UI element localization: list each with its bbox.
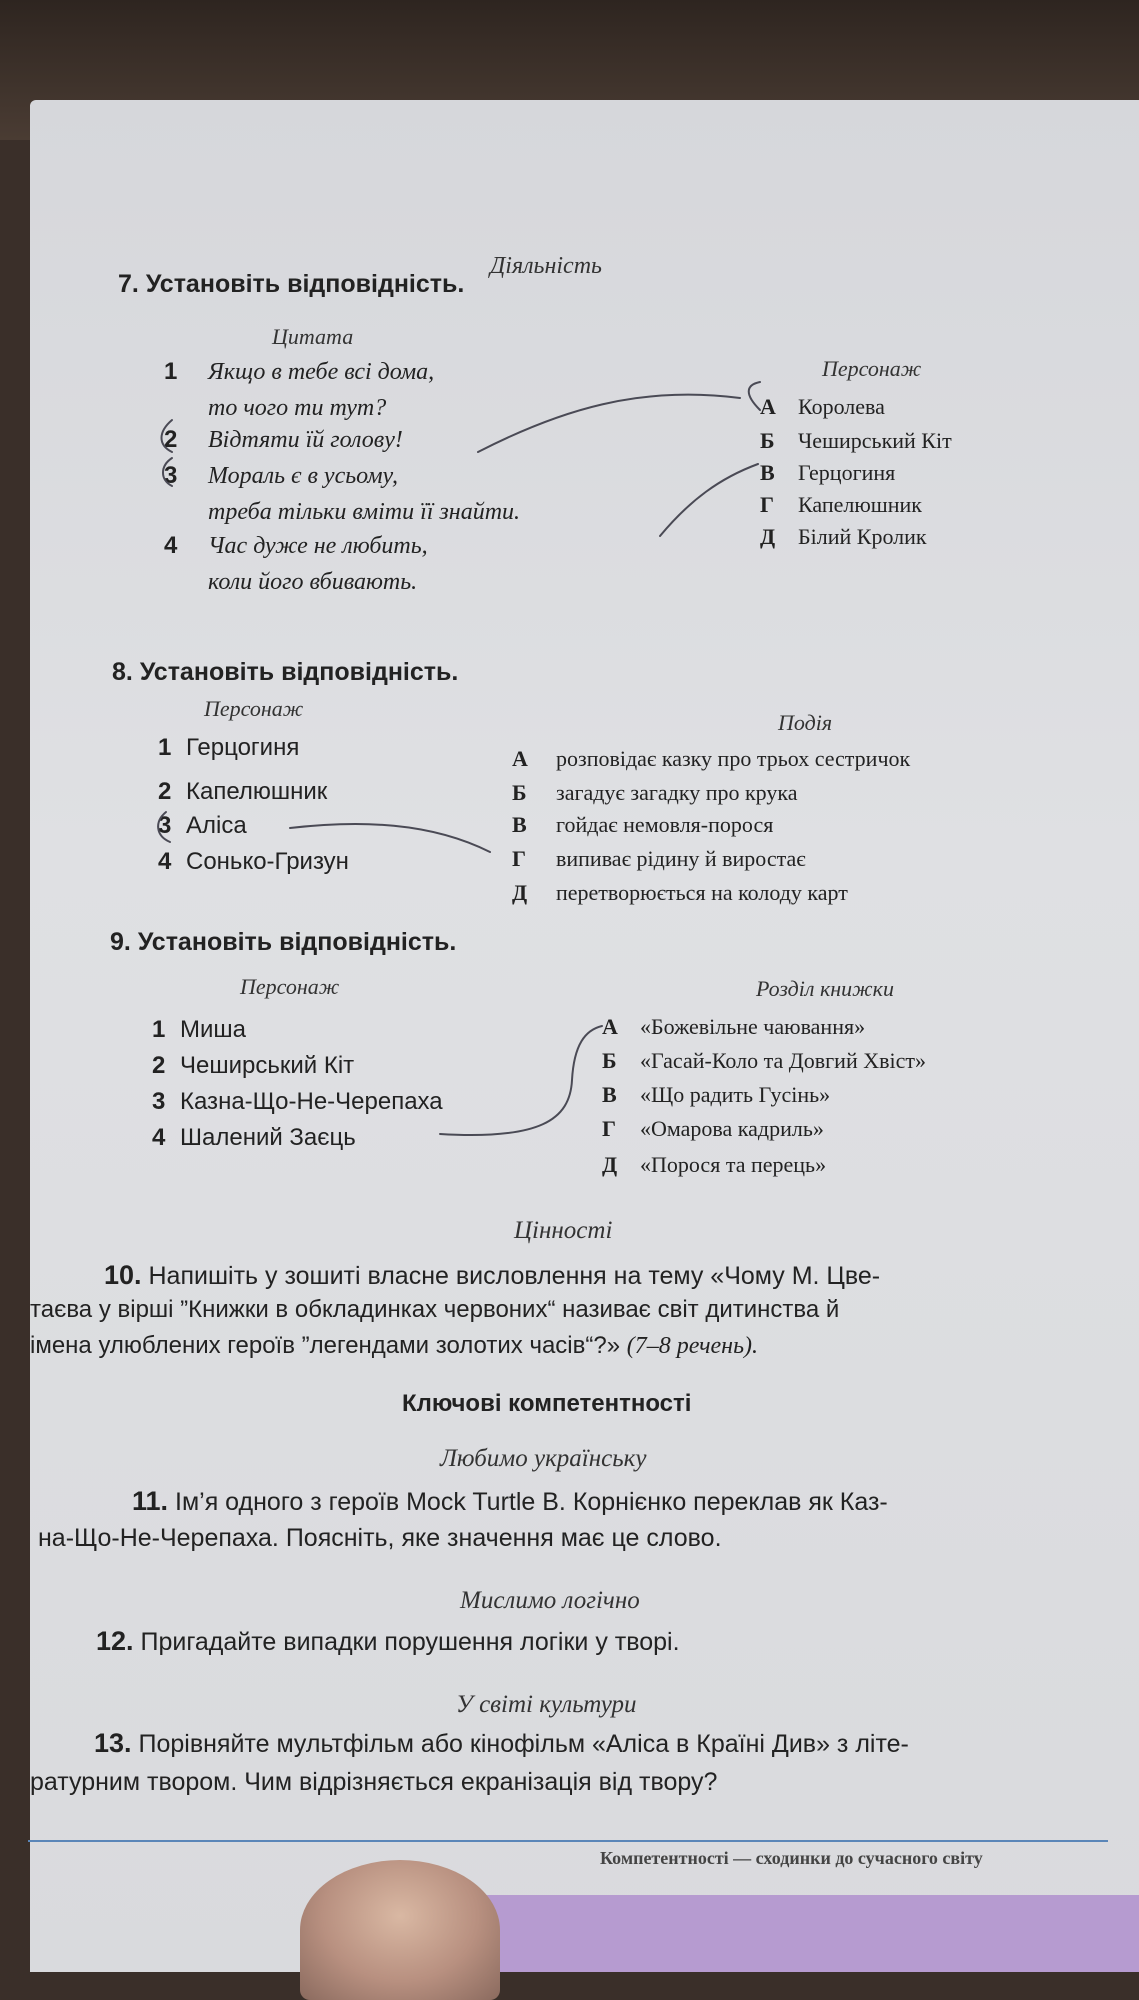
quote-2: 2 Відтяти їй голову! <box>164 426 403 453</box>
task8-right-g: Г випиває рідину й виростає <box>512 846 806 871</box>
task-11-line1: 11. Ім’я одного з героїв Mock Turtle В. Корнієнко переклав як Каз- <box>132 1486 888 1516</box>
quote-3: 3 Мораль є в усьому, <box>164 462 399 489</box>
task-13-line1: 13. Порівняйте мультфільм або кінофільм «Аліса в Країні Див» з літе- <box>94 1728 909 1758</box>
pen-line-7-3-to-v <box>660 464 758 536</box>
task8-left-header: Персонаж <box>204 696 304 721</box>
pen-circle-8-3 <box>158 812 170 842</box>
pen-circle-7-a <box>749 382 760 410</box>
task8-left-2: 2 Капелюшник <box>158 778 328 805</box>
task8-right-a: А розповідає казку про трьох сестричок <box>512 746 911 771</box>
task7-answer-g: Г Капелюшник <box>760 492 922 517</box>
section-heading-activity: Діяльність <box>490 253 602 279</box>
thumb <box>300 1860 500 2000</box>
task9-right-header: Розділ книжки <box>756 976 894 1001</box>
task8-right-v: В гойдає немовля-порося <box>512 812 774 837</box>
task7-answer-a: А Королева <box>760 394 885 419</box>
pen-circle-7-3 <box>163 458 172 486</box>
task-text: Установіть відповідність. <box>145 270 465 298</box>
page-footer: Компетентності — сходинки до сучасного світу <box>600 1848 983 1868</box>
task9-left-3: 3 Казна-Що-Не-Черепаха <box>152 1088 443 1115</box>
task8-right-header: Подія <box>778 710 833 735</box>
task-number: 9. <box>110 928 131 956</box>
task7-left-header: Цитата <box>272 324 354 349</box>
task9-right-b: Б «Гасай-Коло та Довгий Хвіст» <box>602 1048 926 1073</box>
subheading-culture: У світі культури <box>456 1691 637 1718</box>
pen-line-9-4-to-a <box>440 1026 602 1135</box>
pen-circle-7-2 <box>162 420 173 452</box>
task9-right-v: В «Що радить Гусінь» <box>602 1082 831 1107</box>
task9-left-header: Персонаж <box>240 974 340 999</box>
task-number: 7. <box>118 270 139 298</box>
task-10-line3: імена улюблених героїв ”легендами золотих часів“?» (7–8 речень). <box>30 1332 758 1359</box>
task-text: Установіть відповідність. <box>139 658 459 686</box>
task8-left-3: 3 Аліса <box>158 812 247 839</box>
section-heading-values: Цінності <box>514 1217 613 1244</box>
subheading-logic: Мислимо логічно <box>460 1587 640 1614</box>
task-number: 8. <box>112 658 133 686</box>
task-12: 12. Пригадайте випадки порушення логіки у творі. <box>96 1626 680 1656</box>
task9-right-a: А «Божевільне чаювання» <box>602 1014 866 1039</box>
task-13-line2: ратурним твором. Чим відрізняється екранізація від твору? <box>30 1768 718 1796</box>
task7-right-header: Персонаж <box>822 356 922 381</box>
quote-3-line2: треба тільки вміти її знайти. <box>208 499 521 525</box>
task8-right-d: Д перетворюється на колоду карт <box>512 880 848 905</box>
task7-answer-v: В Герцогиня <box>760 460 896 485</box>
task9-right-g: Г «Омарова кадриль» <box>602 1116 824 1141</box>
task-11-line2: на-Що-Не-Черепаха. Поясніть, яке значення має це слово. <box>38 1524 722 1552</box>
task-10-line1: 10. Напишіть у зошиті власне висловлення на тему «Чому М. Цве- <box>104 1260 881 1290</box>
task-10-line2: таєва у вірші ”Книжки в обкладинках червоних“ називає світ дитинства й <box>30 1296 840 1323</box>
task8-left-1: 1 Герцогиня <box>158 734 300 761</box>
task9-left-2: 2 Чеширський Кіт <box>152 1052 355 1079</box>
task9-left-1: 1 Миша <box>152 1016 246 1043</box>
quote-1-line2: то чого ти тут? <box>208 395 387 421</box>
task-text: Установіть відповідність. <box>137 928 457 956</box>
task8-right-b: Б загадує загадку про крука <box>512 780 798 805</box>
section-heading-key-competences: Ключові компетентності <box>402 1390 692 1417</box>
pen-line-7-2-to-a <box>478 395 740 452</box>
task9-right-d: Д «Порося та перець» <box>602 1152 827 1177</box>
task8-left-4: 4 Сонько-Гризун <box>158 848 349 875</box>
task7-answer-b: Б Чеширський Кіт <box>760 428 952 453</box>
quote-4-line2: коли його вбивають. <box>208 569 418 595</box>
purple-cover-edge <box>440 1895 1139 1972</box>
subheading-ukrainian: Любимо українську <box>440 1445 647 1472</box>
quote-4: 4 Час дуже не любить, <box>164 532 428 559</box>
quote-1: 1 Якщо в тебе всі дома, <box>164 358 435 385</box>
pen-line-8-3-to-g <box>290 824 490 852</box>
task7-answer-d: Д Білий Кролик <box>760 524 927 549</box>
task9-left-4: 4 Шалений Заєць <box>152 1124 356 1151</box>
